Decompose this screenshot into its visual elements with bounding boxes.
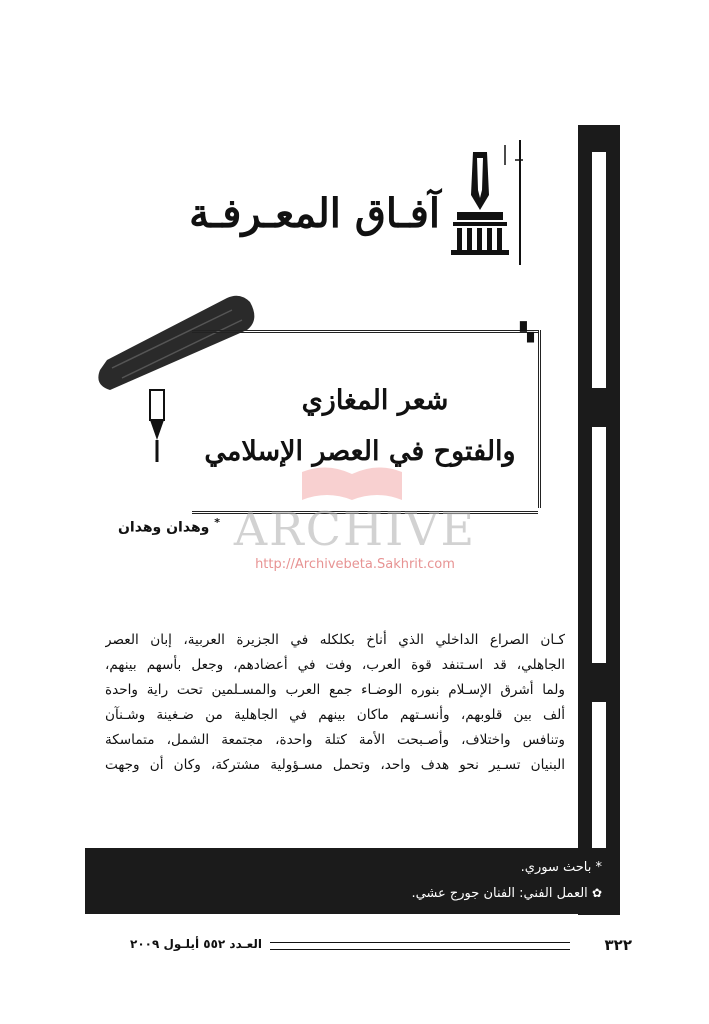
body-line: الجاهلي، قد اسـتنفد قوة العرب، وفت في أعضادهم، وجعل بأسهم بينهم،	[105, 657, 565, 673]
magazine-logo: آفـاق المعـرفـة	[189, 190, 440, 237]
band-slot	[590, 425, 608, 665]
issue-info: العـدد ٥٥٢ أيلـول ٢٠٠٩	[130, 937, 262, 951]
footnote-artwork	[411, 886, 602, 901]
watermark-url: http://Archivebeta.Sakhrit.com	[255, 557, 455, 572]
right-decorative-band	[578, 125, 620, 915]
article-author	[80, 516, 220, 536]
page-number: ٣٢٢	[604, 936, 632, 954]
frame-corner-ornament: ▚	[520, 322, 534, 343]
band-slot	[590, 150, 608, 390]
palette-icon: ✿	[591, 886, 602, 900]
article-title-line2: والفتوح في العصر الإسلامي	[204, 436, 516, 467]
footer-rule	[270, 942, 570, 950]
body-line: ألف بين قلوبهم، وأنسـتهم ماكان بينهم في الجاهلية من ضـغينة وشـنآن	[105, 707, 565, 723]
article-body	[105, 628, 565, 778]
body-line: كـان الصراع الداخلي الذي أناخ بكلكله في الجزيرة العربية، إبان العصر	[105, 632, 565, 648]
body-line: ولما أشرق الإسـلام بنوره الوضـاء جمع العرب والمسـلمين تحت راية واحدة	[105, 682, 565, 698]
pen-nib-column-icon	[445, 140, 525, 265]
title-frame-edge	[538, 330, 547, 508]
open-book-icon	[292, 462, 412, 502]
footnote-researcher: * باحث سوري.	[520, 860, 602, 875]
body-line: وتنافس واختلاف، وأصـبحت الأمة كتلة واحدة، مجتمعة الشمل، متماسكة	[105, 732, 565, 748]
footnote-bar	[85, 848, 620, 914]
author-footnote-mark: *	[214, 516, 220, 529]
watermark-archive: ARCHIVE	[233, 502, 477, 556]
author-name: وهدان وهدان	[117, 519, 210, 536]
article-title-line1: شعر المغازي	[301, 385, 449, 416]
footnote-artwork-text: العمل الفني: الفنان جورج عشي.	[411, 886, 588, 901]
body-line: البنيان تسـير نحو هدف واحد، وتحمل مسـؤولية مشتركة، وكان أن وجهت	[105, 757, 565, 773]
